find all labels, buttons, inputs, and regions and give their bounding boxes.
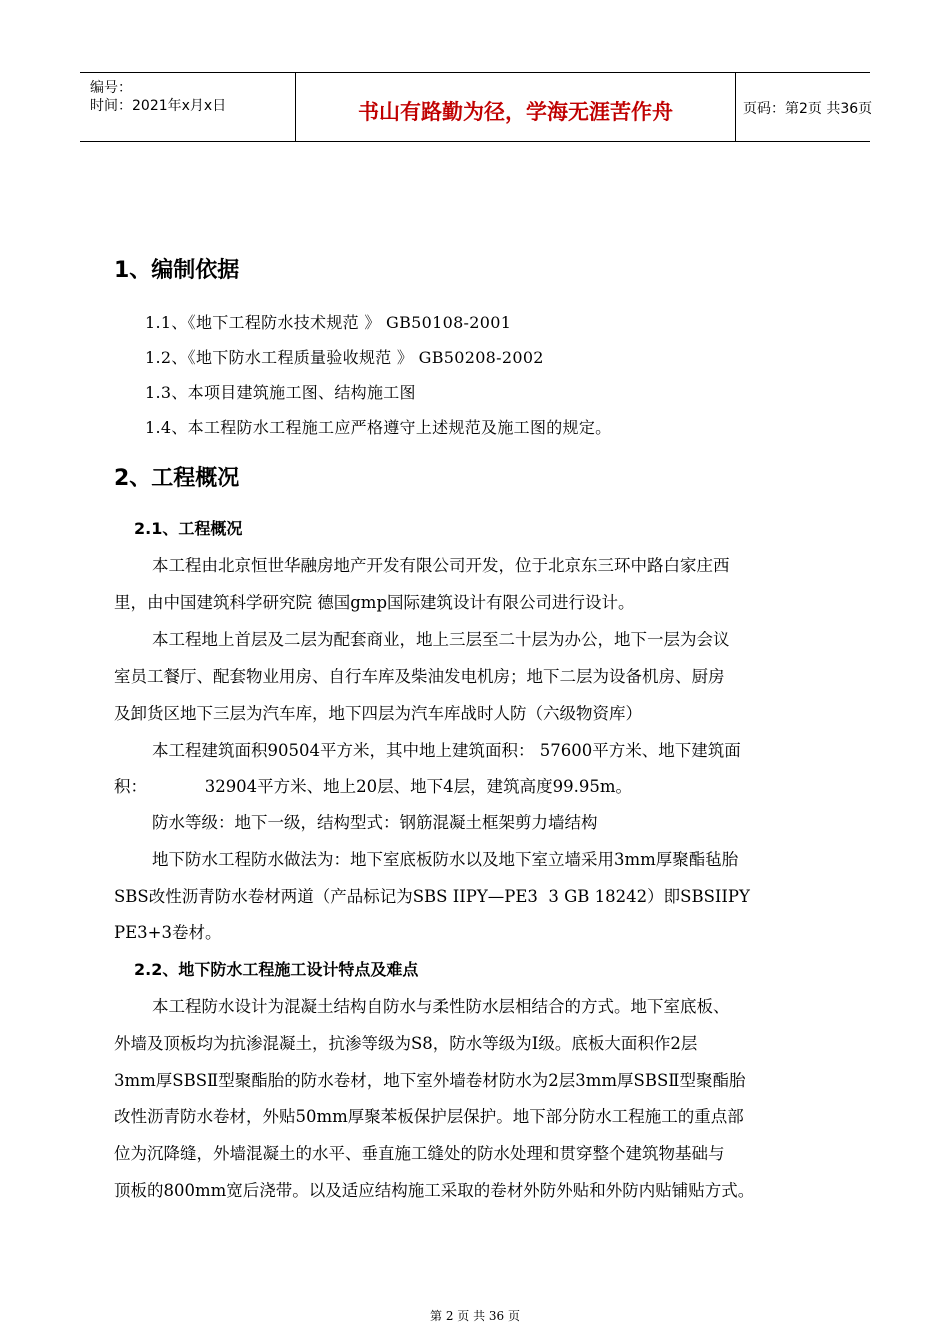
paragraph-line: 里，由中国建筑科学研究院 德国gmp国际建筑设计有限公司进行设计。	[114, 593, 635, 612]
subsection-2-2-title: 2.2、地下防水工程施工设计特点及难点	[134, 960, 419, 979]
header-meta-cell	[80, 73, 295, 141]
paragraph-line: 地下防水工程防水做法为：地下室底板防水以及地下室立墙采用3mm厚聚酯毡胎	[152, 850, 739, 869]
paragraph-line: SBS改性沥青防水卷材两道（产品标记为SBS IIPY—PE3 3 GB 18242）即SBSIIPY	[114, 887, 750, 906]
header-motto-cell	[295, 73, 736, 141]
paragraph-line: 顶板的800mm宽后浇带。以及适应结构施工采取的卷材外防外贴和外防内贴铺贴方式。	[114, 1181, 755, 1200]
list-item: 1.1、《地下工程防水技术规范 》 GB50108-2001	[145, 313, 512, 332]
number-label: 编号：	[90, 80, 132, 96]
paragraph-line: 改性沥青防水卷材，外贴50mm厚聚苯板保护层保护。地下部分防水工程施工的重点部	[114, 1107, 744, 1126]
paragraph-line: 防水等级：地下一级，结构型式：钢筋混凝土框架剪力墙结构	[152, 813, 598, 832]
paragraph-line: 本工程地上首层及二层为配套商业，地上三层至二十层为办公，地下一层为会议	[152, 630, 730, 649]
paragraph-line: 本工程防水设计为混凝土结构自防水与柔性防水层相结合的方式。地下室底板、	[152, 997, 730, 1016]
paragraph-line: 积： 32904平方米、地上20层、地下4层，建筑高度99.95m。	[114, 777, 633, 796]
paragraph-line: 位为沉降缝，外墙混凝土的水平、垂直施工缝处的防水处理和贯穿整个建筑物基础与	[114, 1144, 725, 1163]
subsection-2-1-title: 2.1、工程概况	[134, 519, 243, 538]
paragraph-line: 外墙及顶板均为抗渗混凝土，抗渗等级为S8，防水等级为Ⅰ级。底板大面积作2层	[114, 1034, 698, 1053]
motto-text: 书山有路勤为径，学海无涯苦作舟	[358, 100, 673, 124]
paragraph-line: 3mm厚SBSⅡ型聚酯胎的防水卷材，地下室外墙卷材防水为2层3mm厚SBSⅡ型聚酯胎	[114, 1071, 746, 1090]
header-page-cell	[735, 73, 873, 141]
list-item: 1.3、本项目建筑施工图、结构施工图	[145, 383, 416, 402]
paragraph-line: 本工程由北京恒世华融房地产开发有限公司开发，位于北京东三环中路白家庄西	[152, 556, 730, 575]
list-item: 1.2、《地下防水工程质量验收规范 》 GB50208-2002	[145, 348, 544, 367]
section1-title: 1、编制依据	[114, 258, 240, 283]
page-header	[80, 72, 873, 142]
page-info: 页码：第2页 共36页	[743, 101, 873, 117]
paragraph-line: 及卸货区地下三层为汽车库，地下四层为汽车库战时人防（六级物资库）	[114, 704, 642, 723]
paragraph-line: PE3+3卷材。	[114, 923, 222, 942]
paragraph-line: 本工程建筑面积90504平方米，其中地上建筑面积： 57600平方米、地下建筑面	[152, 741, 741, 760]
time-label: 时间：2021年x月x日	[90, 98, 227, 114]
section2-title: 2、工程概况	[114, 466, 240, 491]
paragraph-line: 室员工餐厅、配套物业用房、自行车库及柴油发电机房；地下二层为设备机房、厨房	[114, 667, 725, 686]
list-item: 1.4、本工程防水工程施工应严格遵守上述规范及施工图的规定。	[145, 418, 612, 437]
page-footer: 第 2 页 共 36 页	[430, 1309, 520, 1323]
